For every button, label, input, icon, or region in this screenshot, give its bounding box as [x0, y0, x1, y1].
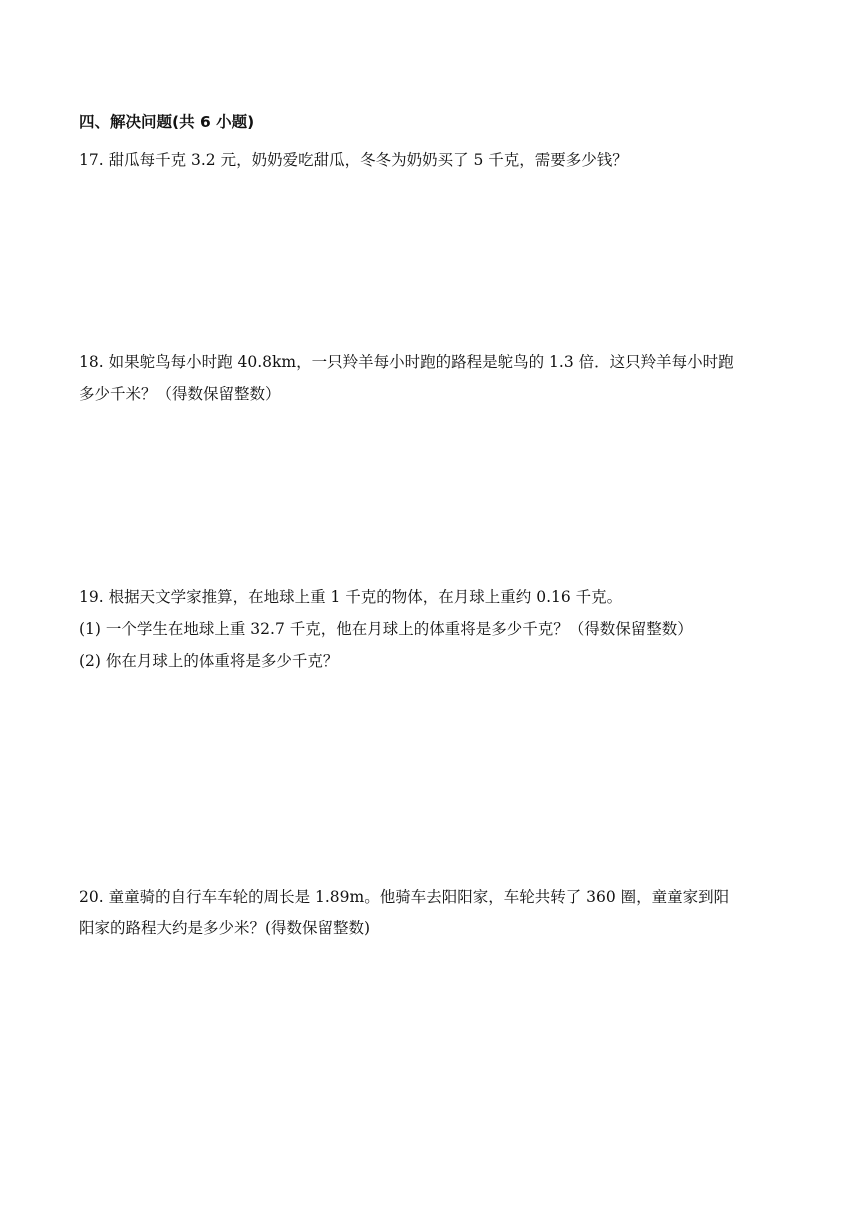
question-19-text: 19. 根据天文学家推算，在地球上重 1 千克的物体，在月球上重约 0.16 千克。: [79, 588, 623, 606]
question-19-sub-1: (1) 一个学生在地球上重 32.7 千克，他在月球上的体重将是多少千克？（得数保留整数）: [79, 620, 693, 638]
question-18-text-line-2: 多少千米？（得数保留整数）: [79, 385, 281, 403]
question-20-text-line-1: 20. 童童骑的自行车车轮的周长是 1.89m。他骑车去阳阳家，车轮共转了 360 圈，童童家到阳: [79, 888, 730, 906]
question-18-text-line-1: 18. 如果鸵鸟每小时跑 40.8km，一只羚羊每小时跑的路程是鸵鸟的 1.3 倍．这只羚羊每小时跑: [79, 353, 734, 371]
question-19-sub-2: (2) 你在月球上的体重将是多少千克？: [79, 652, 339, 670]
question-20-text-line-2: 阳家的路程大约是多少米？(得数保留整数): [79, 919, 371, 937]
section-heading: 四、解决问题(共 6 小题): [79, 113, 255, 131]
question-17-text: 17. 甜瓜每千克 3.2 元，奶奶爱吃甜瓜，冬冬为奶奶买了 5 千克，需要多少钱？: [79, 151, 628, 169]
